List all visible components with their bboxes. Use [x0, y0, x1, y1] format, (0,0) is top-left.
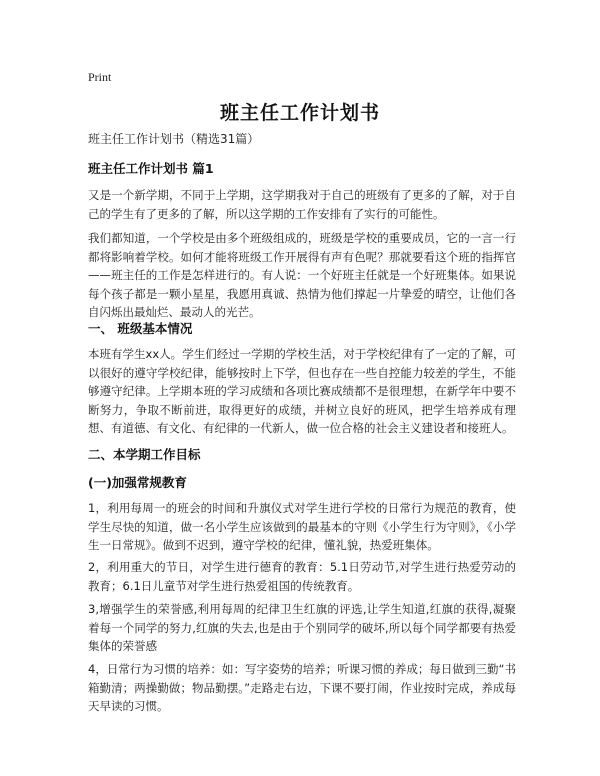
list-item: 3,增强学生的荣誉感,利用每周的纪律卫生红旗的评选,让学生知道,红旗的获得,凝聚着每一个同学的努力,红旗的失去,也是由于个别同学的破坏,所以每个同学都要有热爱集体的荣誉感 — [88, 602, 516, 653]
list-item: 1，利用每周一的班会的时间和升旗仪式对学生进行学校的日常行为规范的教育，使学生尽快的知道，做一名小学生应该做到的最基本的守则《小学生行为守则》，《小学生一日常规》。做到不迟到，遵守学校的纪律，懂礼貌，热爱班集体。 — [88, 501, 516, 552]
print-label: Print — [88, 70, 112, 84]
subsection-heading-routine-education: (一)加强常规教育 — [88, 475, 187, 490]
list-item: 4，日常行为习惯的培养：如：写字姿势的培养；听课习惯的养成；每日做到三勤“书箱勤清；两操勤做；物品勤摆。”走路走右边，下课不要打闹，作业按时完成，养成每天早读的习惯。 — [88, 662, 516, 713]
section-paragraph-basic-situation: 本班有学生xx人。学生们经过一学期的学校生活，对于学校纪律有了一定的了解，可以很好的遵守学校纪律，能够按时上下学，但也存在一些自控能力较差的学生，不能够遵守纪律。上学期本班的学习成绩和各项比赛成绩都不是很理想，在新学年中要不断努力，争取不断前进，取得更好的成绩，并树立良好的班风，把学生培养成有理想、有道德、有文化、有纪律的一代新人，做一位合格的社会主义建设者和接班人。 — [88, 347, 516, 435]
intro-paragraph-2: 我们都知道，一个学校是由多个班级组成的，班级是学校的重要成员，它的一言一行都将影响着学校。如何才能将班级工作开展得有声有色呢？那就要看这个班的指挥官——班主任的工作是怎样进行的。有人说：一个好班主任就是一个好班集体。如果说每个孩子都是一颗小星星，我愿用真诚、热情为他们撑起一片挚爱的晴空，让他们各自闪烁出最灿烂、最动人的光芒。 — [88, 231, 516, 319]
intro-paragraph-1: 又是一个新学期，不同于上学期，这学期我对于自己的班级有了更多的了解，对于自己的学生有了更多的了解，所以这学期的工作安排有了实行的可能性。 — [88, 188, 516, 221]
article-heading: 班主任工作计划书 篇1 — [88, 161, 214, 176]
section-heading-basic-situation: 一、 班级基本情况 — [88, 321, 193, 336]
page-title: 班主任工作计划书 — [219, 102, 380, 124]
section-heading-goals: 二、本学期工作目标 — [88, 447, 201, 462]
document-subtitle: 班主任工作计划书（精选31篇） — [88, 132, 260, 146]
list-item: 2，利用重大的节日，对学生进行德育的教育：5.1日劳动节,对学生进行热爱劳动的教育；6.1日儿童节对学生进行热爱祖国的传统教育。 — [88, 560, 516, 593]
